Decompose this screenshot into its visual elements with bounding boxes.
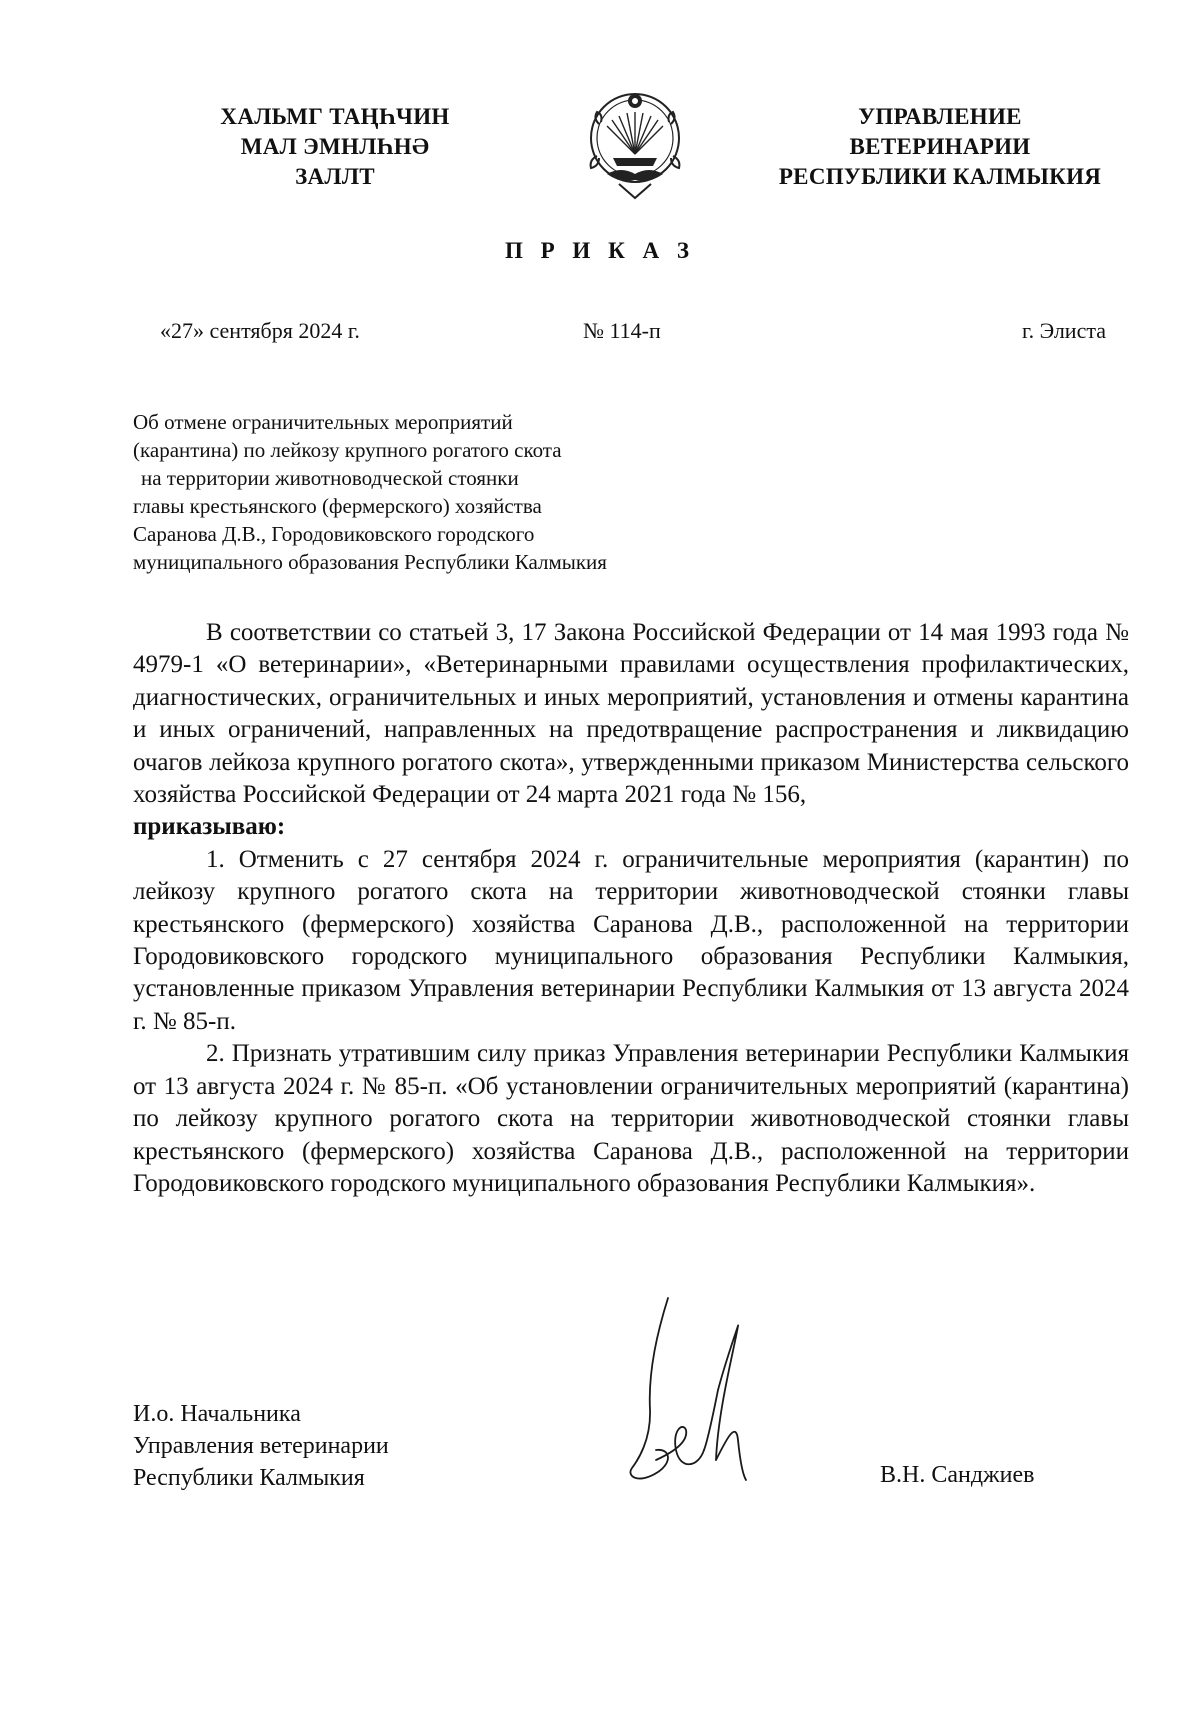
subject-line: (карантина) по лейкозу крупного рогатого скота (133, 438, 562, 462)
document-title: П Р И К А З (504, 238, 695, 263)
signatory-position-line: И.о. Начальника (133, 1401, 301, 1427)
header-right-line: УПРАВЛЕНИЕ (858, 104, 1022, 129)
document-date: «27» сентября 2024 г. (160, 318, 360, 343)
document-subject (133, 408, 753, 576)
order-word: приказываю: (133, 813, 286, 841)
subject-line: главы крестьянского (фермерского) хозяйства (133, 494, 542, 518)
preamble-paragraph: В соответствии со статьей 3, 17 Закона Российской Федерации от 14 мая 1993 года № 4979-1 «О ветеринарии», «Ветеринарными правилами осуществления профилактических, диагностических, ограничительных и иных мероприятий, установления и отмены карантина и иных ограничений, направленных на предотвращение распространения и ликвидацию очагов лейкоза крупного рогатого скота», утвержденными приказом Министерства сельского хозяйства Российской Федерации от 24 марта 2021 года № 156, (133, 619, 1129, 809)
signatory-position-line: Управления ветеринарии (133, 1433, 389, 1459)
subject-line: муниципального образования Республики Калмыкия (133, 550, 607, 574)
document-number: № 114-п (583, 318, 661, 343)
header-left-line: МАЛ ЭМНЛҺНӘ (240, 134, 430, 159)
document-body (133, 617, 1129, 1200)
signatory-name: В.Н. Санджиев (880, 1462, 1035, 1488)
signatory-position (133, 1398, 389, 1494)
handwritten-signature (628, 1290, 778, 1490)
subject-line: Саранова Д.В., Городовиковского городского (133, 522, 535, 546)
header-right-line: ВЕТЕРИНАРИИ (849, 134, 1031, 159)
header-left-line: ЗАЛЛТ (295, 164, 375, 189)
header-left-line: ХАЛЬМГ ТАҢҺЧИН (220, 104, 450, 129)
header-right-org (740, 102, 1140, 192)
order-item-2: 2. Признать утратившим силу приказ Управления ветеринарии Республики Калмыкия от 13 августа 2024 г. № 85-п. «Об установлении ограничительных мероприятий (карантина) по лейкозу крупного рогатого скота на территории животноводческой стоянки главы крестьянского (фермерского) хозяйства Саранова Д.В., расположенной на территории Городовиковского городского муниципального образования Республики Калмыкия». (133, 1040, 1129, 1197)
document-city: г. Элиста (1022, 318, 1106, 343)
signatory-position-line: Республики Калмыкия (133, 1465, 365, 1491)
header-left-org (195, 102, 475, 192)
header-right-line: РЕСПУБЛИКИ КАЛМЫКИЯ (778, 164, 1102, 189)
kalmykia-coat-of-arms-icon (583, 84, 687, 202)
subject-line: Об отмене ограничительных мероприятий (133, 410, 513, 434)
order-item-1: 1. Отменить с 27 сентября 2024 г. ограничительные мероприятия (карантин) по лейкозу крупного рогатого скота на территории животноводческой стоянки главы крестьянского (фермерского) хозяйства Саранова Д.В., расположенной на территории Городовиковского городского муниципального образования Республики Калмыкия, установленные приказом Управления ветеринарии Республики Калмыкия от 13 августа 2024 г. № 85-п. (133, 845, 1129, 1035)
subject-line: на территории животноводческой стоянки (141, 466, 519, 490)
